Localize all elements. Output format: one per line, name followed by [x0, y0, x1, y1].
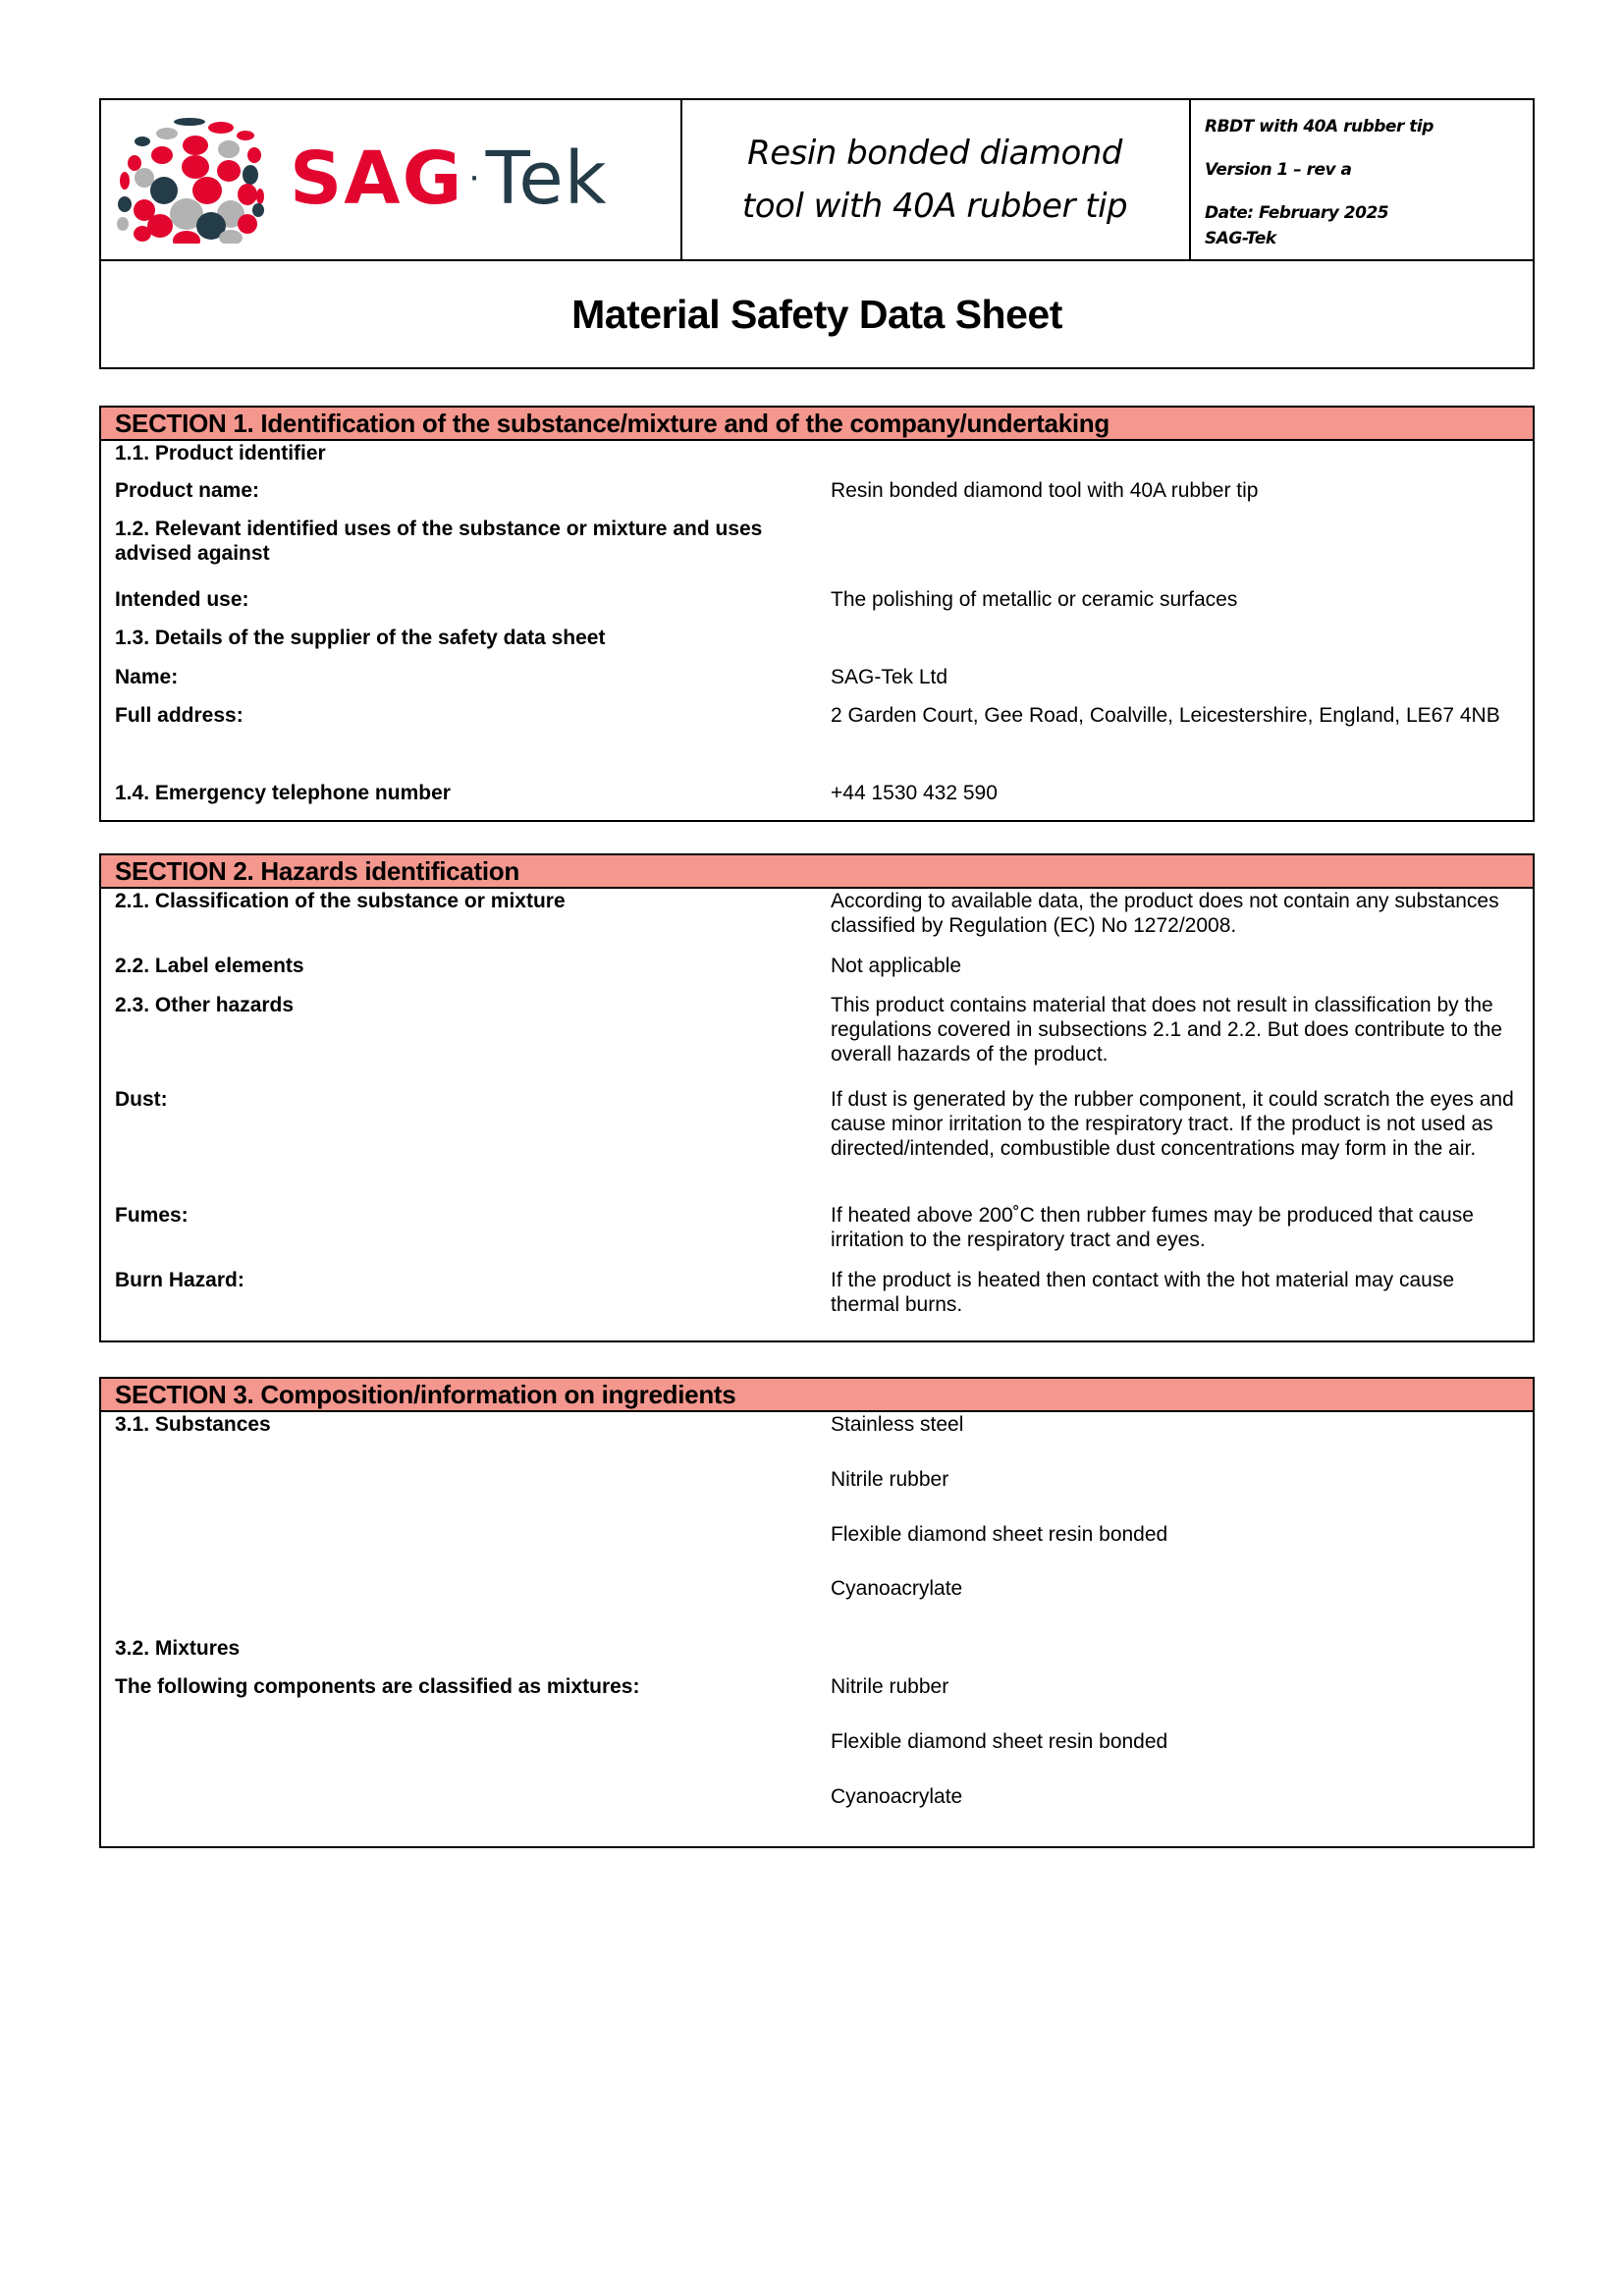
row-label: [115, 478, 802, 503]
section-3-header: SECTION 3. Composition/information on ingredients: [101, 1379, 1533, 1412]
row-label: Burn Hazard:: [115, 1269, 244, 1291]
company-logo: [101, 100, 682, 259]
row-label: 2.1. Classification of the substance or mixture: [115, 890, 566, 912]
product-name-value: Resin bonded diamond tool with 40A rubber tip: [831, 479, 1259, 502]
row-label: 1.4. Emergency telephone number: [115, 782, 451, 804]
product-title-cell: [680, 100, 1191, 259]
supplier-name-value: SAG-Tek Ltd: [831, 666, 948, 688]
substance-item: Stainless steel: [831, 1413, 964, 1436]
mixture-item: Flexible diamond sheet resin bonded: [831, 1730, 1168, 1753]
emergency-phone-value: +44 1530 432 590: [831, 782, 998, 804]
sphere-logo-icon: [113, 116, 270, 244]
product-title-line-2: tool with 40A rubber tip: [741, 187, 1128, 226]
document-title-cell: [101, 261, 1533, 367]
meta-date: Date: February 2025: [1205, 203, 1389, 223]
document-header: [99, 98, 1535, 369]
section-2: [99, 853, 1535, 1342]
substance-item: Flexible diamond sheet resin bonded: [831, 1523, 1168, 1546]
row-value: This product contains material that does not result in classification by the regulations covered in subsections 2.1 and 2.2. But does contribute to the overall hazards of the product.: [831, 994, 1503, 1066]
meta-code: RBDT with 40A rubber tip: [1205, 117, 1434, 137]
brand-separator-dot: ·: [467, 154, 482, 198]
intended-use-value: The polishing of metallic or ceramic surfaces: [831, 588, 1238, 611]
product-title-line-1: Resin bonded diamond: [747, 134, 1122, 173]
header-top-row: [101, 100, 1533, 261]
mixture-item: Nitrile rubber: [831, 1675, 949, 1698]
mixtures-label: 3.2. Mixtures: [115, 1637, 241, 1660]
row-label: Full address:: [115, 704, 243, 727]
mixtures-intro: The following components are classified as mixtures:: [115, 1675, 640, 1698]
document-title: Material Safety Data Sheet: [571, 291, 1062, 337]
row-value: If heated above 200˚C then rubber fumes may be produced that cause irritation to the respiratory tract and eyes.: [831, 1204, 1474, 1251]
substances-label: 3.1. Substances: [115, 1413, 271, 1436]
section-1-header: SECTION 1. Identification of the substance/mixture and of the company/undertaking: [101, 408, 1533, 441]
row-label: 2.3. Other hazards: [115, 994, 295, 1016]
section-1: [99, 406, 1535, 822]
mixture-item: Cyanoacrylate: [831, 1785, 963, 1808]
row-value: Not applicable: [831, 955, 962, 977]
brand-wordmark: [290, 139, 608, 223]
row-label: 1.3. Details of the supplier of the safety data sheet: [115, 627, 606, 649]
row-label: Intended use:: [115, 588, 249, 611]
document-meta: [1191, 100, 1533, 259]
row-label: 1.2. Relevant identified uses of the substance or mixture and uses advised against: [115, 518, 763, 565]
section-2-header: SECTION 2. Hazards identification: [101, 855, 1533, 889]
row-value: If the product is heated then contact with the hot material may cause thermal burns.: [831, 1269, 1455, 1316]
brand-sag: SAG: [290, 137, 464, 221]
product-name-label: Product name:: [115, 479, 260, 502]
brand-tek: Tek: [485, 137, 608, 221]
row-value: According to available data, the product does not contain any substances classified by Regulation (EC) No 1272/2008.: [831, 890, 1499, 937]
substance-item: Cyanoacrylate: [831, 1577, 963, 1600]
substance-item: Nitrile rubber: [831, 1468, 949, 1491]
row-label: 2.2. Label elements: [115, 955, 304, 977]
section-3: [99, 1377, 1535, 1848]
meta-company: SAG-Tek: [1205, 229, 1276, 248]
row-label: 1.1. Product identifier: [115, 442, 326, 465]
row-label: Dust:: [115, 1088, 168, 1111]
product-title: [742, 127, 1127, 233]
row-label: Name:: [115, 666, 179, 688]
supplier-address-value: 2 Garden Court, Gee Road, Coalville, Leicestershire, England, LE67 4NB: [831, 704, 1500, 727]
row-value: If dust is generated by the rubber component, it could scratch the eyes and cause minor irritation to the respiratory tract. If the product is not used as directed/intended, combustible dust concentrations may form in the air.: [831, 1088, 1514, 1160]
meta-version: Version 1 – rev a: [1205, 160, 1352, 180]
row-label: Fumes:: [115, 1204, 189, 1227]
